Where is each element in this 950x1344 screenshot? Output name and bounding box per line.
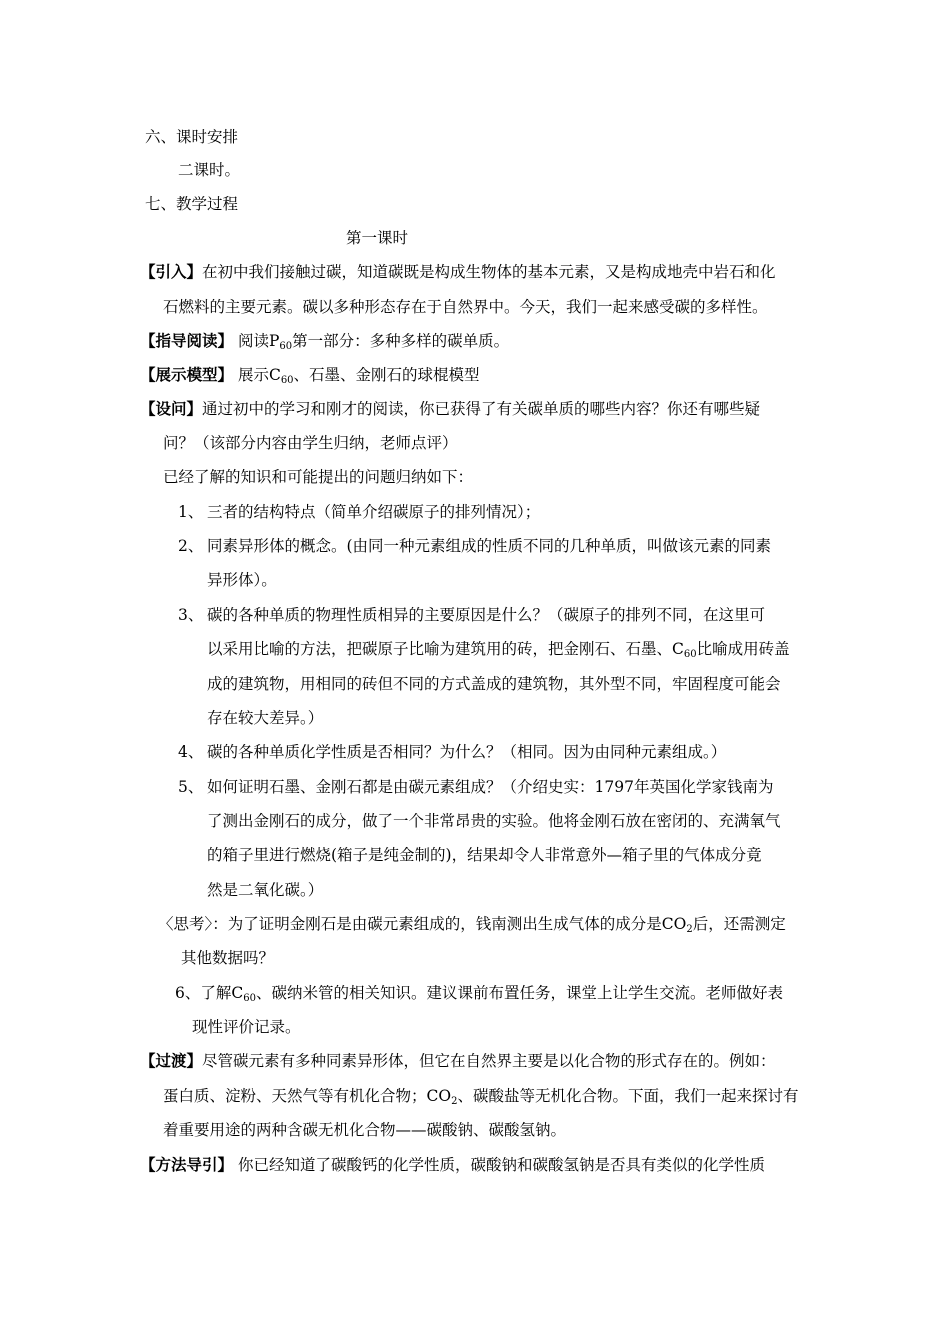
method-guide-text: 你已经知道了碳酸钙的化学性质，碳酸钠和碳酸氢钠是否具有类似的化学性质 (233, 1156, 765, 1174)
method-guide-line1 (140, 1155, 765, 1175)
question-line2: 问？（该部分内容由学生归纳，老师点评） (163, 434, 458, 452)
model-display-text: 展示C (233, 366, 281, 384)
model-display-tag: 【展示模型】 (140, 366, 234, 384)
item-3-line2 (207, 639, 790, 659)
item-3-line1: 碳的各种单质的物理性质相异的主要原因是什么？（碳原子的排列不同，在这里可 (207, 606, 766, 624)
subscript: 60 (279, 341, 293, 352)
item-5-line3: 的箱子里进行燃烧(箱子是纯金制的)，结果却令人非常意外—箱子里的气体成分竟 (207, 846, 762, 864)
item-5-line1: 如何证明石墨、金刚石都是由碳元素组成？（介绍史实：1797年英国化学家钱南为 (207, 778, 774, 796)
item-3-line3: 成的建筑物，用相同的砖但不同的方式盖成的建筑物，其外型不同，牢固程度可能会 (207, 675, 781, 693)
think-text-2: 后，还需测定 (692, 915, 786, 933)
item-2-line2: 异形体）。 (207, 571, 277, 589)
item-3-line4: 存在较大差异。） (207, 709, 324, 727)
model-display-text-2: 、石墨、金刚石的球棍模型 (293, 366, 480, 384)
question-summary: 已经了解的知识和可能提出的问题归纳如下： (163, 468, 474, 486)
lesson-title: 第一课时 (346, 229, 409, 247)
item-6-text-2: 、碳纳米管的相关知识。建议课前布置任务，课堂上让学生交流。老师做好表 (255, 984, 783, 1002)
model-display (140, 365, 480, 385)
section6-content: 二课时。 (178, 161, 241, 179)
think-line1 (158, 914, 786, 934)
subscript: 2 (686, 924, 693, 935)
intro-line2: 石燃料的主要元素。碳以多种形态存在于自然界中。今天，我们一起来感受碳的多样性。 (163, 298, 768, 316)
section7-heading: 七、教学过程 (145, 195, 239, 213)
item-2-line1: 同素异形体的概念。(由同一种元素组成的性质不同的几种单质，叫做该元素的同素 (207, 537, 772, 555)
item-6-line1 (175, 983, 783, 1003)
transition-line3: 着重要用途的两种含碳无机化合物——碳酸钠、碳酸氢钠。 (163, 1121, 567, 1139)
item-1-text: 三者的结构特点（简单介绍碳原子的排列情况）； (207, 503, 541, 521)
guided-reading-text-2: 第一部分：多种多样的碳单质。 (292, 332, 510, 350)
question-text: 通过初中的学习和刚才的阅读，你已获得了有关碳单质的哪些内容？你还有哪些疑 (202, 400, 761, 418)
intro-tag: 【引入】 (140, 263, 203, 281)
item-3-line2-text: 以采用比喻的方法，把碳原子比喻为建筑用的砖，把金刚石、石墨、C (207, 640, 684, 658)
transition-line1 (140, 1051, 776, 1071)
transition-text: 尽管碳元素有多种同素异形体，但它在自然界主要是以化合物的形式存在的。例如： (202, 1052, 776, 1070)
subscript: 60 (243, 993, 256, 1004)
item-5-line4: 然是二氧化碳。） (207, 881, 324, 899)
guided-reading-tag: 【指导阅读】 (140, 332, 234, 350)
item-1-num: 1、 (178, 503, 204, 521)
item-3-num: 3、 (178, 606, 204, 624)
item-5-line2: 了测出金刚石的成分，做了一个非常昂贵的实验。他将金刚石放在密闭的、充满氧气 (207, 812, 781, 830)
transition-tag: 【过渡】 (140, 1052, 203, 1070)
item-3-line2-text-2: 比喻成用砖盖 (696, 640, 790, 658)
item-6-line2: 现性评价记录。 (192, 1018, 301, 1036)
item-4-text: 碳的各种单质化学性质是否相同？为什么？（相同。因为由同种元素组成。） (207, 743, 727, 761)
intro-line1 (140, 262, 776, 282)
guided-reading (140, 331, 509, 351)
transition-line2 (163, 1086, 798, 1106)
think-text: 〈思考〉：为了证明金刚石是由碳元素组成的，钱南测出生成气体的成分是CO (158, 915, 687, 933)
item-2-num: 2、 (178, 537, 204, 555)
subscript: 60 (280, 375, 294, 386)
question-line1 (140, 399, 760, 419)
guided-reading-text: 阅读P (233, 332, 280, 350)
subscript: 2 (451, 1096, 458, 1107)
think-line2: 其他数据吗？ (181, 949, 275, 967)
item-6-text: 6、了解C (175, 984, 244, 1002)
section6-heading: 六、课时安排 (145, 128, 239, 146)
transition-text-2: 蛋白质、淀粉、天然气等有机化合物；CO (163, 1087, 452, 1105)
subscript: 60 (683, 649, 697, 660)
intro-text-1: 在初中我们接触过碳，知道碳既是构成生物体的基本元素，又是构成地壳中岩石和化 (202, 263, 776, 281)
item-4-num: 4、 (178, 743, 204, 761)
transition-text-3: 、碳酸盐等无机化合物。下面，我们一起来探讨有 (457, 1087, 799, 1105)
method-guide-tag: 【方法导引】 (140, 1156, 234, 1174)
question-tag: 【设问】 (140, 400, 203, 418)
item-5-num: 5、 (178, 778, 204, 796)
